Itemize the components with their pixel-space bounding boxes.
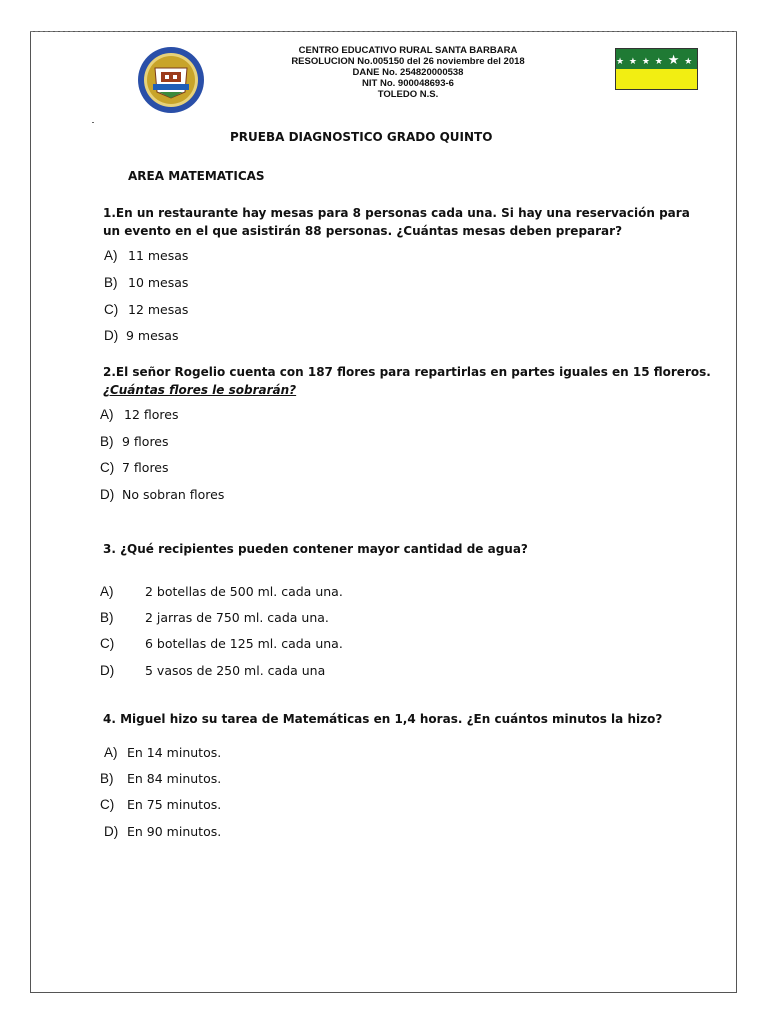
question-text: 1.En un restaurante hay mesas para 8 personas cada una. Si hay una reservación para [103,206,690,220]
question-text: 4. Miguel hizo su tarea de Matemáticas en 1,4 horas. ¿En cuántos minutos la hizo? [103,712,663,726]
header-line: RESOLUCION No.005150 del 26 noviembre del 2018 [291,56,525,67]
option-4d: D) En 90 minutos. [104,824,222,839]
header-line: DANE No. 254820000538 [352,67,464,78]
question-3 [103,540,528,558]
page-border-top [30,31,737,32]
question-text: 3. ¿Qué recipientes pueden contener mayor cantidad de agua? [103,542,528,556]
option-4c: C) En 75 minutos. [100,797,222,812]
option-3d: D) 5 vasos de 250 ml. cada una [100,663,326,678]
stray-mark [92,122,94,123]
option-2d: D) No sobran flores [100,487,225,502]
option-3c: C) 6 botellas de 125 ml. cada una. [100,636,343,651]
header-line: CENTRO EDUCATIVO RURAL SANTA BARBARA [298,45,518,56]
option-1b: B) 10 mesas [104,275,189,290]
header-line: TOLEDO N.S. [377,89,439,100]
school-header [230,45,586,100]
option-3a: A) 2 botellas de 500 ml. cada una. [100,584,343,599]
section-title: AREA MATEMATICAS [128,169,265,183]
option-2b: B) 9 flores [100,434,169,449]
school-seal-icon [137,46,205,114]
question-1 [103,204,690,240]
option-1a: A) 11 mesas [104,248,189,263]
question-2 [103,363,711,399]
question-text-emphasis: ¿Cuántas flores le sobrarán? [103,383,297,397]
question-4 [103,710,662,728]
question-text: un evento en el que asistirán 88 personas. ¿Cuántas mesas deben preparar? [103,224,623,238]
page-title: PRUEBA DIAGNOSTICO GRADO QUINTO [230,130,493,144]
option-2c: C) 7 flores [100,460,169,475]
option-2a: A) 12 flores [100,407,179,422]
option-4b: B) En 84 minutos. [100,771,222,786]
option-3b: B) 2 jarras de 750 ml. cada una. [100,610,329,625]
option-1d: D) 9 mesas [104,328,179,343]
question-text: 2.El señor Rogelio cuenta con 187 flores para repartirlas en partes iguales en 15 floreros. [103,365,711,379]
option-4a: A) En 14 minutos. [104,745,222,760]
option-1c: C) 12 mesas [104,302,189,317]
header-line: NIT No. 900048693-6 [362,78,454,89]
flag-icon: ★ ★ ★ ★ ★ ★ ★ ★ ★ [615,48,698,90]
